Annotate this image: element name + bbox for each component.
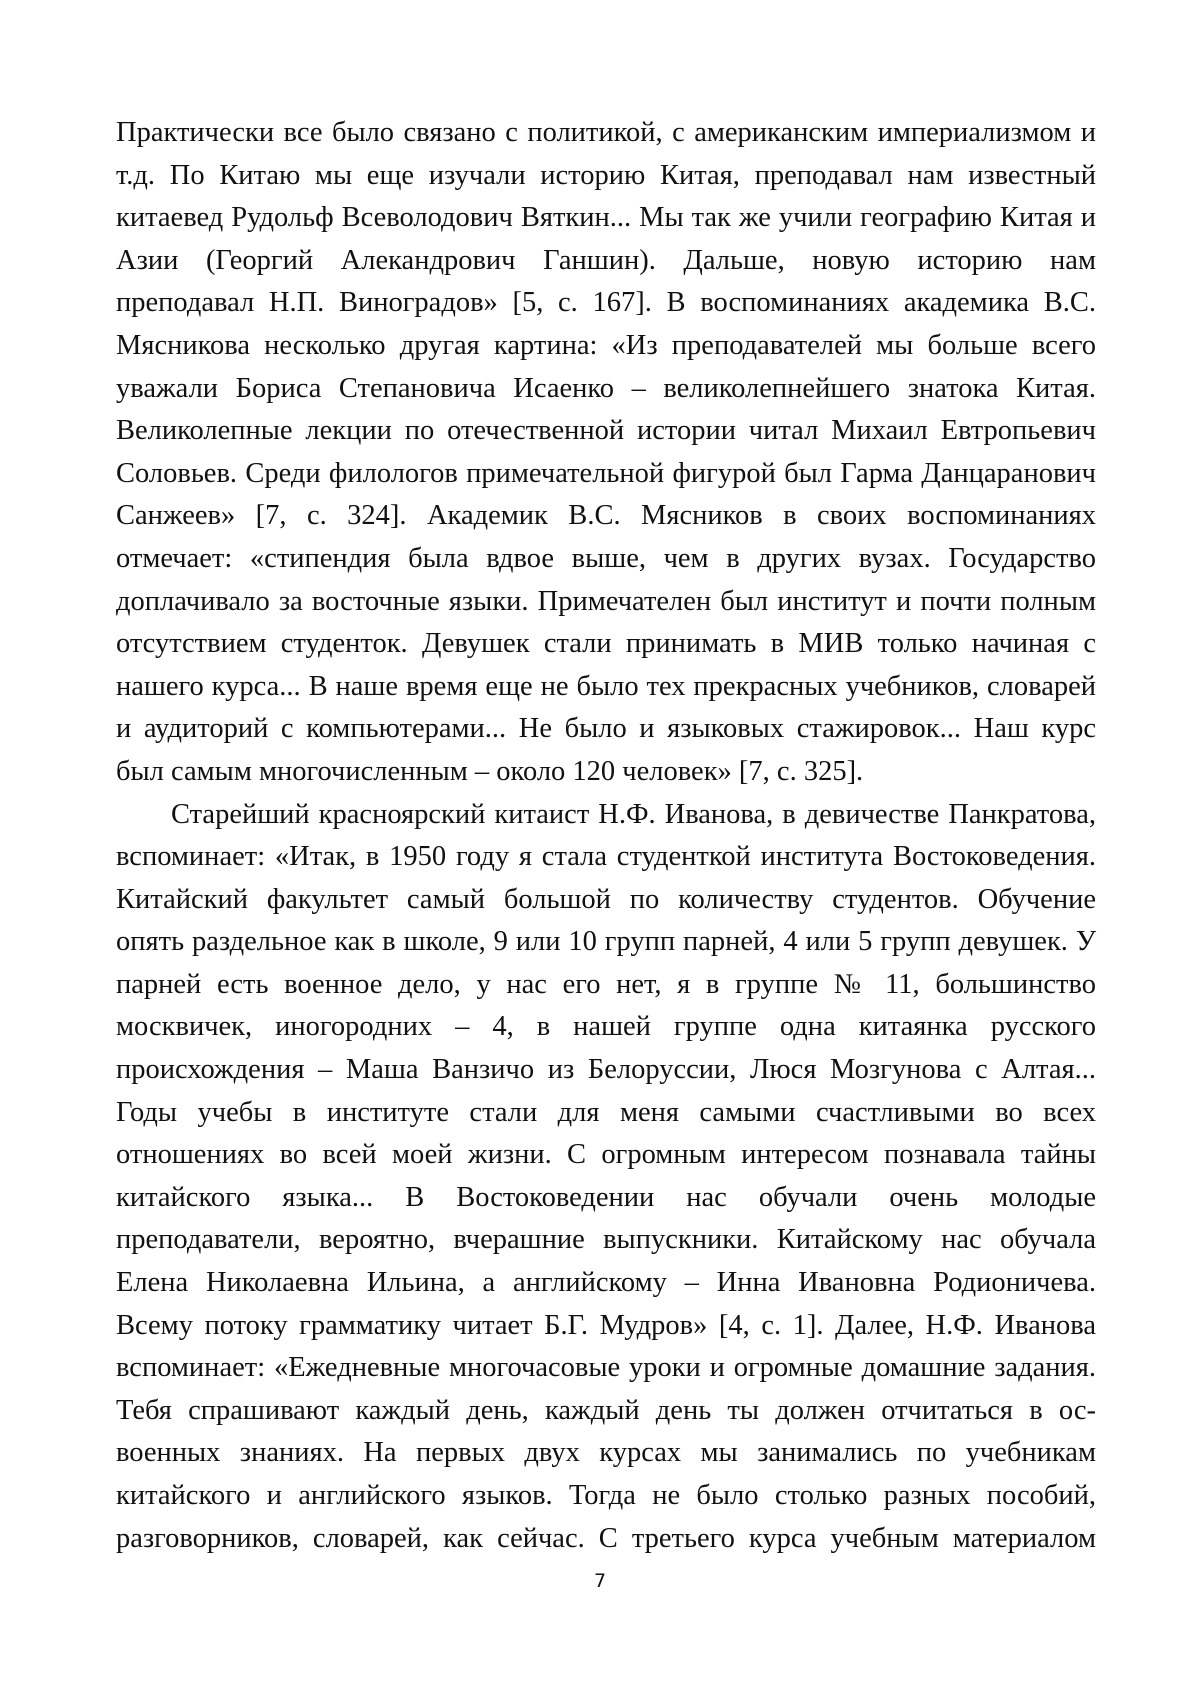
text-line: китайского языка... В Востоковедении нас обучали очень молодые	[116, 1181, 1096, 1213]
text-line: уважали Бориса Степановича Исаенко – великолепнейшего знатока Китая.	[116, 372, 1096, 404]
text-line: и аудиторий с компьютерами... Не было и языковых стажировок... Наш курс	[116, 713, 1096, 745]
text-line: Соловьев. Среди филологов примечательной фигурой был Гарма Данцаранович	[116, 457, 1096, 489]
text-line: китайского и английского языков. Тогда не было столько разных пособий,	[116, 1480, 1096, 1511]
text-line: отношениях во всей моей жизни. С огромным интересом познавала тайны	[116, 1139, 1096, 1171]
text-line: Елена Николаевна Ильина, а английскому – Инна Ивановна Родионичева.	[116, 1267, 1096, 1299]
text-line: нашего курса... В наше время еще не было тех прекрасных учебников, словарей	[116, 670, 1096, 702]
text-line: отмечает: «стипендия была вдвое выше, чем в других вузах. Государство	[116, 542, 1096, 574]
text-line: Старейший красноярский китаист Н.Ф. Иванова, в девичестве Панкратова,	[171, 798, 1096, 830]
text-line: Санжеев» [7, с. 324]. Академик В.С. Мясников в своих воспоминаниях	[116, 500, 1096, 532]
paragraph-1	[116, 112, 1096, 794]
text-line: был самым многочисленным – около 120 человек» [7, с. 325].	[116, 755, 864, 787]
text-line: разговорников, словарей, как сейчас. С третьего курса учебным материалом	[116, 1522, 1096, 1554]
text-line: преподаватели, вероятно, вчерашние выпускники. Китайскому нас обучала	[116, 1224, 1096, 1256]
text-line: Годы учебы в институте стали для меня самыми счастливыми во всех	[116, 1096, 1096, 1128]
text-line: китаевед Рудольф Всеволодович Вяткин... Мы так же учили географию Китая и	[116, 202, 1096, 234]
text-line: доплачивало за восточные языки. Примечателен был институт и почти полным	[116, 585, 1096, 617]
text-line: москвичек, иногородних – 4, в нашей группе одна китаянка русского	[116, 1011, 1096, 1043]
text-line: Тебя спрашивают каждый день, каждый день ты должен отчитаться в ос-	[116, 1394, 1096, 1426]
text-line: вспоминает: «Ежедневные многочасовые уроки и огромные домашние задания.	[116, 1352, 1096, 1384]
text-line: парней есть военное дело, у нас его нет, я в группе № 11, большинство	[116, 968, 1096, 1000]
text-line: т.д. По Китаю мы еще изучали историю Китая, преподавал нам известный	[116, 159, 1096, 191]
paragraph-2	[116, 794, 1096, 1561]
text-line: отсутствием студенток. Девушек стали принимать в МИВ только начиная с	[116, 628, 1096, 660]
text-line: Великолепные лекции по отечественной истории читал Михаил Евтропьевич	[116, 415, 1096, 447]
text-line: Азии (Георгий Алекандрович Ганшин). Дальше, новую историю нам	[116, 244, 1096, 276]
text-line: Мясникова несколько другая картина: «Из преподавателей мы больше всего	[116, 329, 1096, 361]
body-text	[116, 112, 1096, 1560]
text-line: преподавал Н.П. Виноградов» [5, с. 167]. В воспоминаниях академика В.С.	[116, 287, 1096, 319]
text-line: Китайский факультет самый большой по количеству студентов. Обучение	[116, 883, 1096, 915]
text-line: Практически все было связано с политикой, с американским империализмом и	[116, 117, 1096, 148]
text-line: вспоминает: «Итак, в 1950 году я стала студенткой института Востоковедения.	[116, 841, 1096, 873]
text-line: происхождения – Маша Ванзичо из Белоруссии, Люся Мозгунова с Алтая...	[116, 1054, 1096, 1086]
text-line: опять раздельное как в школе, 9 или 10 групп парней, 4 или 5 групп девушек. У	[116, 926, 1096, 958]
page-number: 7	[593, 1570, 607, 1592]
text-line: военных знаниях. На первых двух курсах мы занимались по учебникам	[116, 1437, 1096, 1469]
text-line: Всему потоку грамматику читает Б.Г. Мудров» [4, с. 1]. Далее, Н.Ф. Иванова	[116, 1309, 1096, 1341]
